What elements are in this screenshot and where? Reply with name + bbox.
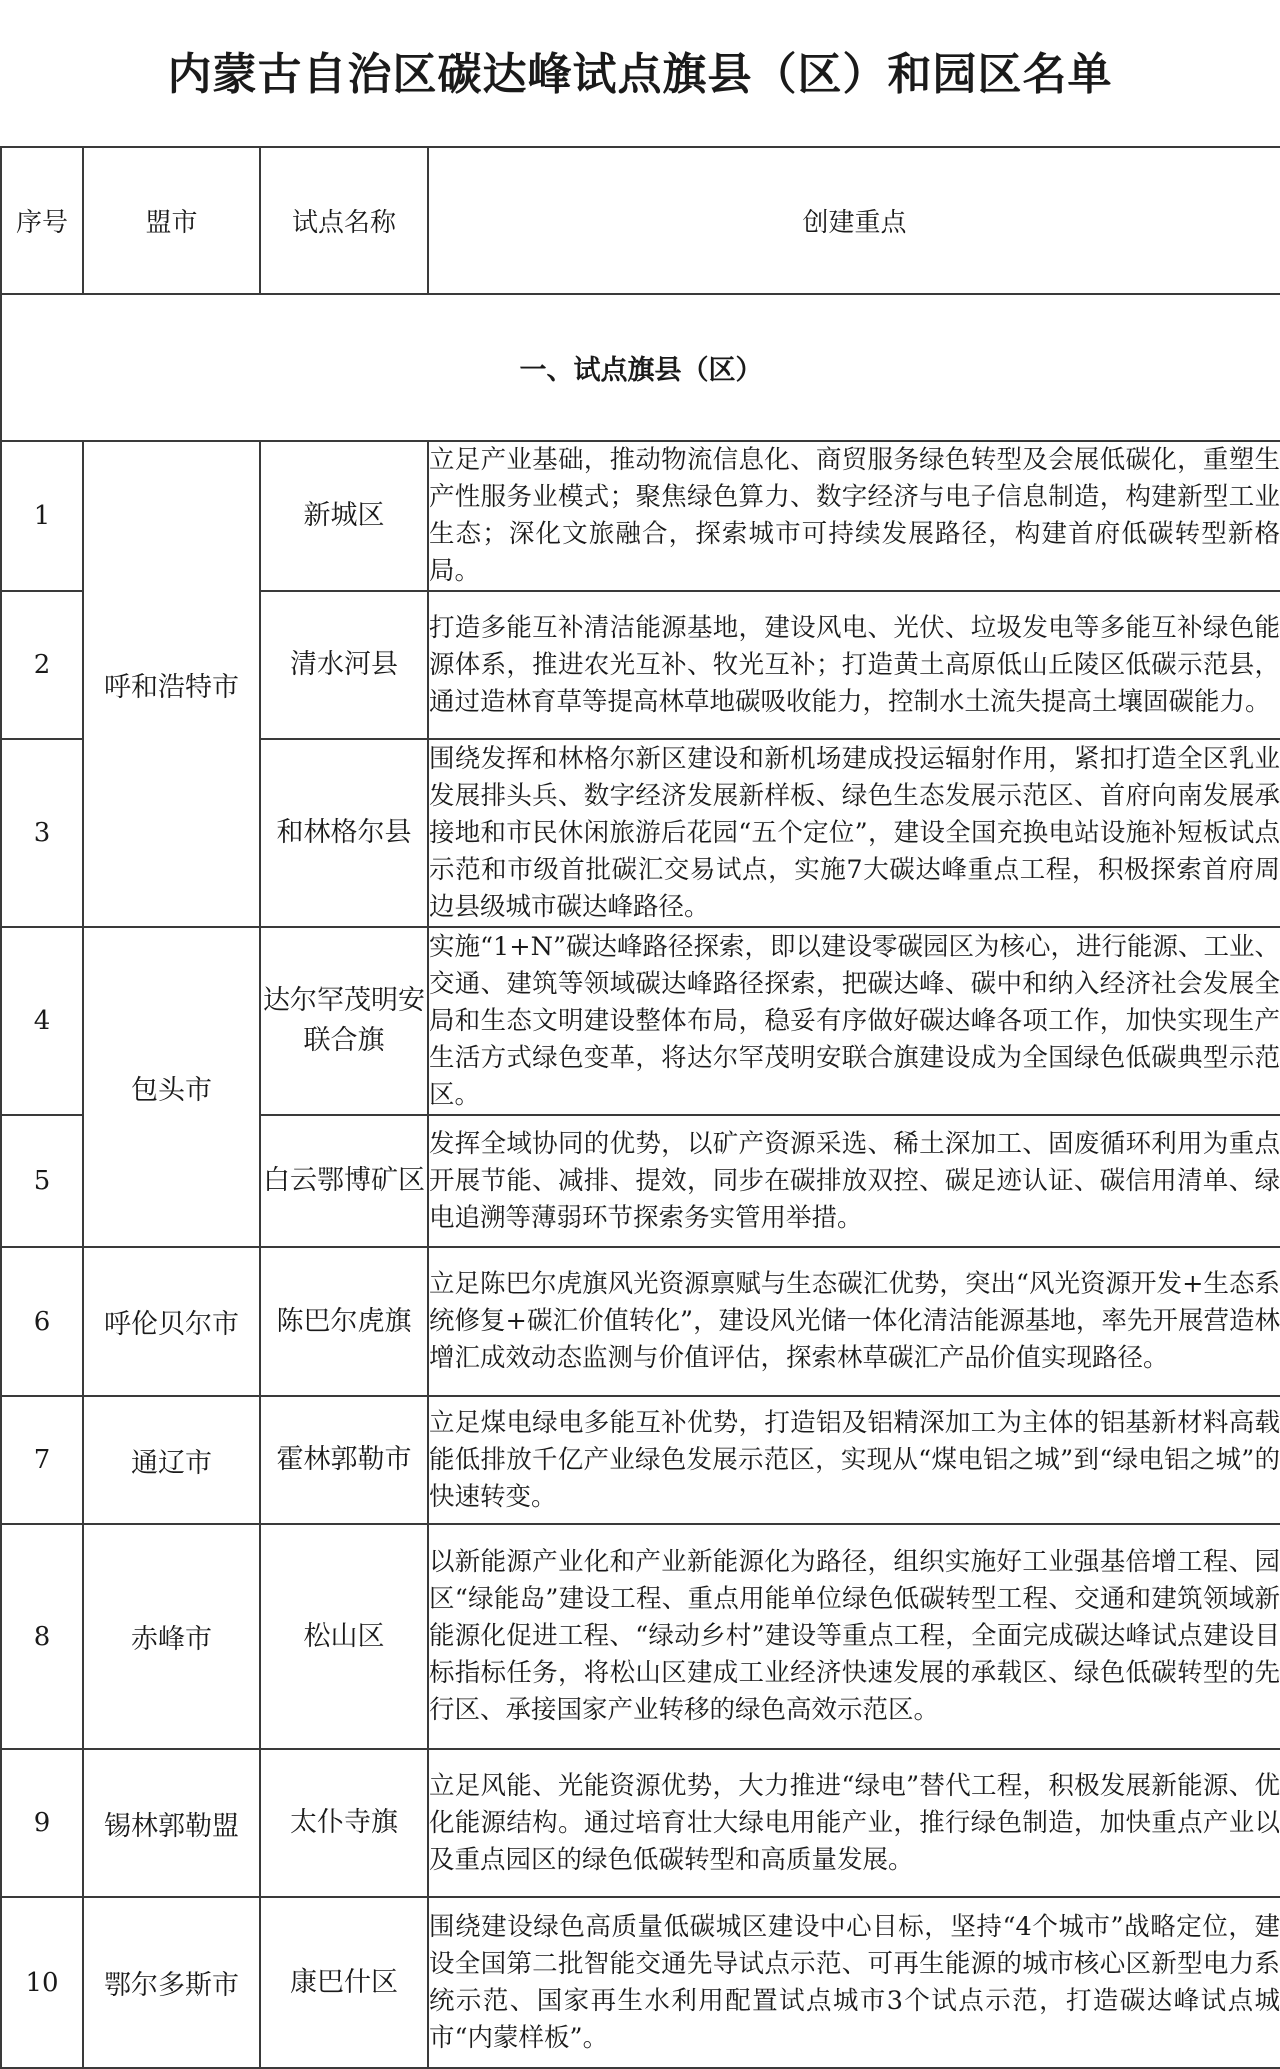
table-header-row [1, 147, 1280, 294]
header-city: 盟市 [83, 147, 260, 294]
row-pilot-name: 新城区 [260, 441, 428, 591]
document-title: 内蒙古自治区碳达峰试点旗县（区）和园区名单 [167, 49, 1113, 100]
row-number: 3 [1, 739, 83, 927]
row-focus: 打造多能互补清洁能源基地，建设风电、光伏、垃圾发电等多能互补绿色能源体系，推进农光互补、牧光互补；打造黄土高原低山丘陵区低碳示范县，通过造林育草等提高林草地碳吸收能力，控制水土流失提高土壤固碳能力。 [428, 591, 1280, 739]
table-row [1, 1749, 1280, 1897]
row-focus: 以新能源产业化和产业新能源化为路径，组织实施好工业强基倍增工程、园区“绿能岛”建设工程、重点用能单位绿色低碳转型工程、交通和建筑领域新能源化促进工程、“绿动乡村”建设等重点工程，全面完成碳达峰试点建设目标指标任务，将松山区建成工业经济快速发展的承载区、绿色低碳转型的先行区、承接国家产业转移的绿色高效示范区。 [428, 1524, 1280, 1749]
row-city: 包头市 [83, 927, 260, 1247]
row-pilot-name: 松山区 [260, 1524, 428, 1749]
row-pilot-name: 康巴什区 [260, 1897, 428, 2068]
row-focus: 围绕建设绿色高质量低碳城区建设中心目标，坚持“4个城市”战略定位，建设全国第二批智能交通先导试点示范、可再生能源的城市核心区新型电力系统示范、国家再生水利用配置试点城市3个试点示范，打造碳达峰试点城市“内蒙样板”。 [428, 1897, 1280, 2068]
pilot-list-table [0, 146, 1280, 2069]
header-pilot-name: 试点名称 [260, 147, 428, 294]
row-number: 6 [1, 1247, 83, 1396]
table-row [1, 1247, 1280, 1396]
row-number: 5 [1, 1115, 83, 1247]
row-city: 通辽市 [83, 1396, 260, 1524]
row-focus: 立足煤电绿电多能互补优势，打造铝及铝精深加工为主体的铝基新材料高载能低排放千亿产业绿色发展示范区，实现从“煤电铝之城”到“绿电铝之城”的快速转变。 [428, 1396, 1280, 1524]
row-number: 1 [1, 441, 83, 591]
row-pilot-name: 太仆寺旗 [260, 1749, 428, 1897]
header-number: 序号 [1, 147, 83, 294]
row-pilot-name: 霍林郭勒市 [260, 1396, 428, 1524]
row-city: 呼伦贝尔市 [83, 1247, 260, 1396]
table-row [1, 927, 1280, 1115]
table-row [1, 1396, 1280, 1524]
row-pilot-name: 白云鄂博矿区 [260, 1115, 428, 1247]
row-number: 9 [1, 1749, 83, 1897]
row-pilot-name: 陈巴尔虎旗 [260, 1247, 428, 1396]
row-city: 赤峰市 [83, 1524, 260, 1749]
row-pilot-name: 达尔罕茂明安联合旗 [260, 927, 428, 1115]
row-pilot-name: 和林格尔县 [260, 739, 428, 927]
row-focus: 立足产业基础，推动物流信息化、商贸服务绿色转型及会展低碳化，重塑生产性服务业模式；聚焦绿色算力、数字经济与电子信息制造，构建新型工业生态；深化文旅融合，探索城市可持续发展路径，构建首府低碳转型新格局。 [428, 441, 1280, 591]
row-number: 10 [1, 1897, 83, 2068]
row-focus: 围绕发挥和林格尔新区建设和新机场建成投运辐射作用，紧扣打造全区乳业发展排头兵、数字经济发展新样板、绿色生态发展示范区、首府向南发展承接地和市民休闲旅游后花园“五个定位”，建设全国充换电站设施补短板试点示范和市级首批碳汇交易试点，实施7大碳达峰重点工程，积极探索首府周边县级城市碳达峰路径。 [428, 739, 1280, 927]
row-city: 呼和浩特市 [83, 441, 260, 927]
row-focus: 实施“1+N”碳达峰路径探索，即以建设零碳园区为核心，进行能源、工业、交通、建筑等领域碳达峰路径探索，把碳达峰、碳中和纳入经济社会发展全局和生态文明建设整体布局，稳妥有序做好碳达峰各项工作，加快实现生产生活方式绿色变革，将达尔罕茂明安联合旗建设成为全国绿色低碳典型示范区。 [428, 927, 1280, 1115]
row-pilot-name: 清水河县 [260, 591, 428, 739]
row-focus: 立足风能、光能资源优势，大力推进“绿电”替代工程，积极发展新能源、优化能源结构。通过培育壮大绿电用能产业，推行绿色制造，加快重点产业以及重点园区的绿色低碳转型和高质量发展。 [428, 1749, 1280, 1897]
row-city: 锡林郭勒盟 [83, 1749, 260, 1897]
row-focus: 立足陈巴尔虎旗风光资源禀赋与生态碳汇优势，突出“风光资源开发+生态系统修复+碳汇价值转化”，建设风光储一体化清洁能源基地，率先开展营造林增汇成效动态监测与价值评估，探索林草碳汇产品价值实现路径。 [428, 1247, 1280, 1396]
section-title: 一、试点旗县（区） [1, 294, 1280, 441]
row-number: 8 [1, 1524, 83, 1749]
row-number: 7 [1, 1396, 83, 1524]
table-row [1, 1524, 1280, 1749]
row-city: 鄂尔多斯市 [83, 1897, 260, 2068]
row-focus: 发挥全域协同的优势，以矿产资源采选、稀土深加工、固废循环利用为重点开展节能、减排、提效，同步在碳排放双控、碳足迹认证、碳信用清单、绿电追溯等薄弱环节探索务实管用举措。 [428, 1115, 1280, 1247]
section-row [1, 294, 1280, 441]
row-number: 2 [1, 591, 83, 739]
header-focus: 创建重点 [428, 147, 1280, 294]
table-row [1, 441, 1280, 591]
row-number: 4 [1, 927, 83, 1115]
table-row [1, 1897, 1280, 2068]
